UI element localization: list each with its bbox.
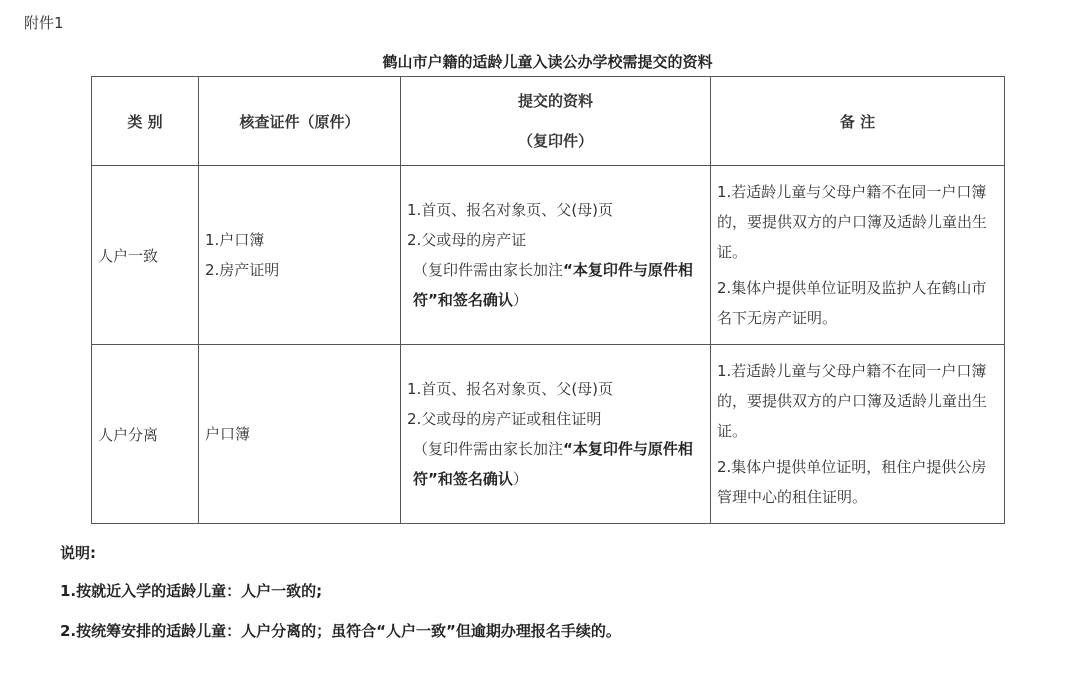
- table-header-row: [92, 77, 1005, 166]
- submit-note-pre: （复印件需由家长加注: [413, 440, 564, 458]
- row-verify: [199, 166, 401, 345]
- submit-note-bold: “本复印件与原件相符”和签名确认: [413, 261, 693, 309]
- row-category: 人户一致: [92, 166, 199, 345]
- row-remark: [711, 166, 1005, 345]
- remark-item: 2.集体户提供单位证明，租住户提供公房管理中心的租住证明。: [717, 458, 987, 506]
- notes-item-2: 2.按统筹安排的适龄儿童：人户分离的；虽符合“人户一致”但逾期办理报名手续的。: [60, 622, 621, 640]
- remark-item: 1.若适龄儿童与父母户籍不在同一户口簿的，要提供双方的户口簿及适龄儿童出生证。: [717, 183, 988, 261]
- header-verify: 核查证件（原件）: [199, 77, 401, 166]
- submit-note-bold: “本复印件与原件相符”和签名确认: [413, 440, 693, 488]
- row-verify: [199, 345, 401, 524]
- document-title: 鹤山市户籍的适龄儿童入读公办学校需提交的资料: [382, 53, 713, 71]
- submit-item: 2.父或母的房产证: [407, 231, 527, 249]
- row-remark: [711, 345, 1005, 524]
- submit-note: [407, 434, 704, 494]
- header-submit-line1: 提交的资料: [517, 92, 593, 110]
- table-row: [92, 345, 1005, 524]
- requirements-table: [91, 76, 1005, 524]
- submit-item: 1.首页、报名对象页、父(母)页: [407, 380, 614, 398]
- row-submit: [401, 345, 711, 524]
- header-category: 类 别: [92, 77, 199, 166]
- attachment-label: 附件1: [24, 14, 64, 32]
- remark-item: 1.若适龄儿童与父母户籍不在同一户口簿的，要提供双方的户口簿及适龄儿童出生证。: [717, 362, 988, 440]
- table-row: [92, 166, 1005, 345]
- submit-item: 2.父或母的房产证或租住证明: [407, 410, 602, 428]
- submit-item: 1.首页、报名对象页、父(母)页: [407, 201, 614, 219]
- remark-item: 2.集体户提供单位证明及监护人在鹤山市名下无房产证明。: [717, 279, 987, 327]
- row-category: 人户分离: [92, 345, 199, 524]
- notes-heading: 说明:: [60, 544, 96, 562]
- submit-note-post: ）: [512, 470, 528, 488]
- submit-note: [407, 255, 704, 315]
- submit-note-post: ）: [512, 291, 528, 309]
- notes-item-1: 1.按就近入学的适龄儿童：人户一致的;: [60, 582, 323, 600]
- submit-note-pre: （复印件需由家长加注: [413, 261, 564, 279]
- header-remark: 备 注: [711, 77, 1005, 166]
- verify-item: 1.户口簿: [205, 231, 265, 249]
- header-submit-line2: （复印件）: [517, 132, 593, 150]
- verify-item: 户口簿: [205, 425, 251, 443]
- header-submit: [401, 77, 711, 166]
- verify-item: 2.房产证明: [205, 261, 280, 279]
- row-submit: [401, 166, 711, 345]
